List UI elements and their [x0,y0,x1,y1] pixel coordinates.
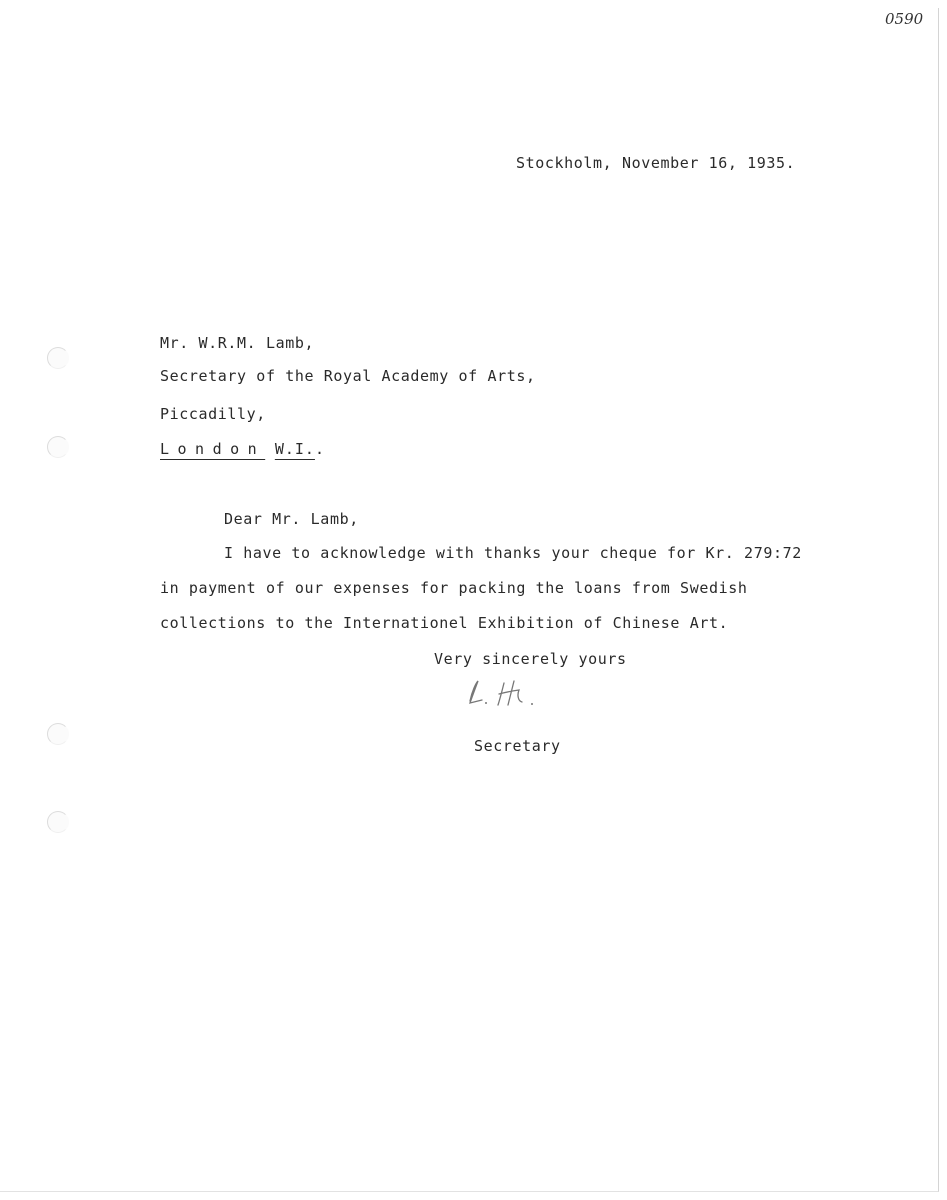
recipient-postcode: W.I. [274,440,315,458]
salutation: Dear Mr. Lamb, [224,510,359,528]
punch-hole [47,347,69,369]
punch-hole [47,436,69,458]
handwritten-signature [462,675,552,711]
recipient-street: Piccadilly, [160,405,266,423]
body-line: I have to acknowledge with thanks your cheque for Kr. 279:72 [224,544,802,562]
recipient-city-line [160,440,325,458]
sheet-edge [0,8,939,1192]
punch-hole [47,811,69,833]
recipient-name: Mr. W.R.M. Lamb, [160,334,315,352]
archive-number: 0590 [885,10,924,28]
date-line: Stockholm, November 16, 1935. [516,154,796,172]
closing: Very sincerely yours [434,650,627,668]
recipient-city: London [160,440,266,458]
recipient-title: Secretary of the Royal Academy of Arts, [160,367,536,385]
punch-hole [47,723,69,745]
signatory-title: Secretary [474,737,561,755]
body-line: in payment of our expenses for packing the loans from Swedish [160,579,748,597]
body-line: collections to the Internationel Exhibition of Chinese Art. [160,614,729,632]
recipient-city-end: . [314,440,325,458]
